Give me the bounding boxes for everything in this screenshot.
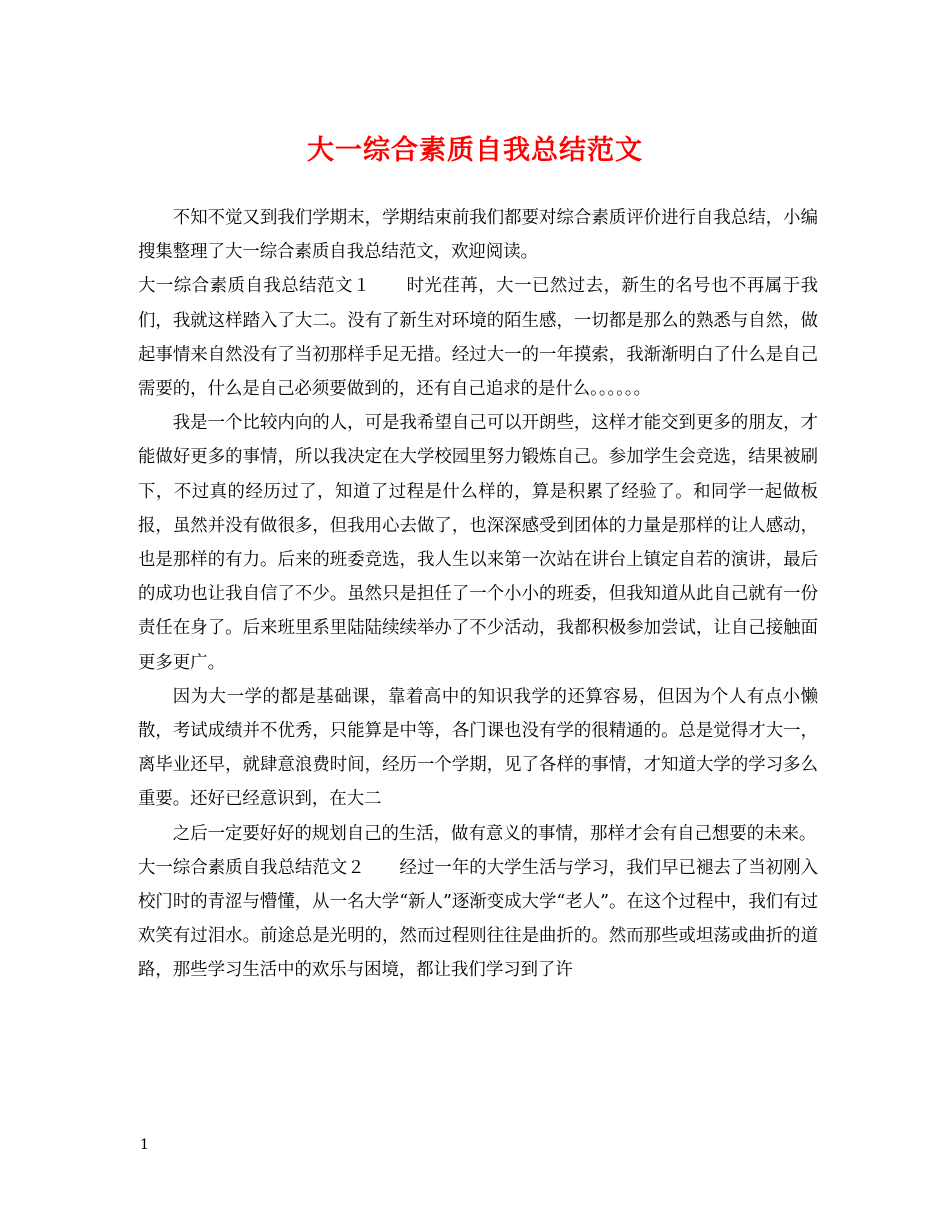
- body-paragraph: 我是一个比较内向的人，可是我希望自己可以开朗些，这样才能交到更多的朋友，才能做好更多的事情，所以我决定在大学校园里努力锻炼自己。参加学生会竞选，结果被刷下，不过真的经历过了，知道了过程是什么样的，算是积累了经验了。和同学一起做板报，虽然并没有做很多，但我用心去做了，也深深感受到团体的力量是那样的让人感动，也是那样的有力。后来的班委竞选，我人生以来第一次站在讲台上镇定自若的演讲，最后的成功也让我自信了不少。虽然只是担任了一个小小的班委，但我知道从此自己就有一份责任在身了。后来班里系里陆陆续续举办了不少活动，我都积极参加尝试，让自己接触面更多更广。: [138, 413, 818, 673]
- document-title: 大一综合素质自我总结范文: [307, 135, 643, 166]
- essay-1-paragraph: 大一综合素质自我总结范文１ 时光荏苒，大一已然过去，新生的名号也不再属于我们，我就这样踏入了大二。没有了新生对环境的陌生感，一切都是那么的熟悉与自然，做起事情来自然没有了当初那样手足无措。经过大一的一年摸索，我渐渐明白了什么是自己需要的，什么是自己必须要做到的，还有自己追求的是什么。。。。。。: [138, 276, 818, 400]
- document-body: [138, 201, 818, 988]
- essay-2-paragraph: 大一综合素质自我总结范文２ 经过一年的大学生活与学习，我们早已褪去了当初刚入校门时的青涩与懵懂，从一名大学“新人”逐渐变成大学“老人”。在这个过程中，我们有过欢笑有过泪水。前途总是光明的，然而过程则往往是曲折的。然而那些或坦荡或曲折的道路，那些学习生活中的欢乐与困境，都让我们学习到了许: [138, 857, 818, 981]
- intro-paragraph: 不知不觉又到我们学期末，学期结束前我们都要对综合素质评价进行自我总结，小编搜集整理了大一综合素质自我总结范文，欢迎阅读。: [138, 208, 818, 263]
- page-number: 1: [140, 1137, 149, 1153]
- body-paragraph: 之后一定要好好的规划自己的生活，做有意义的事情，那样才会有自己想要的未来。: [172, 823, 817, 844]
- body-paragraph: 因为大一学的都是基础课，靠着高中的知识我学的还算容易，但因为个人有点小懒散，考试成绩并不优秀，只能算是中等，各门课也没有学的很精通的。总是觉得才大一，离毕业还早，就肆意浪费时间，经历一个学期，见了各样的事情，才知道大学的学习多么重要。还好已经意识到，在大二: [138, 686, 818, 810]
